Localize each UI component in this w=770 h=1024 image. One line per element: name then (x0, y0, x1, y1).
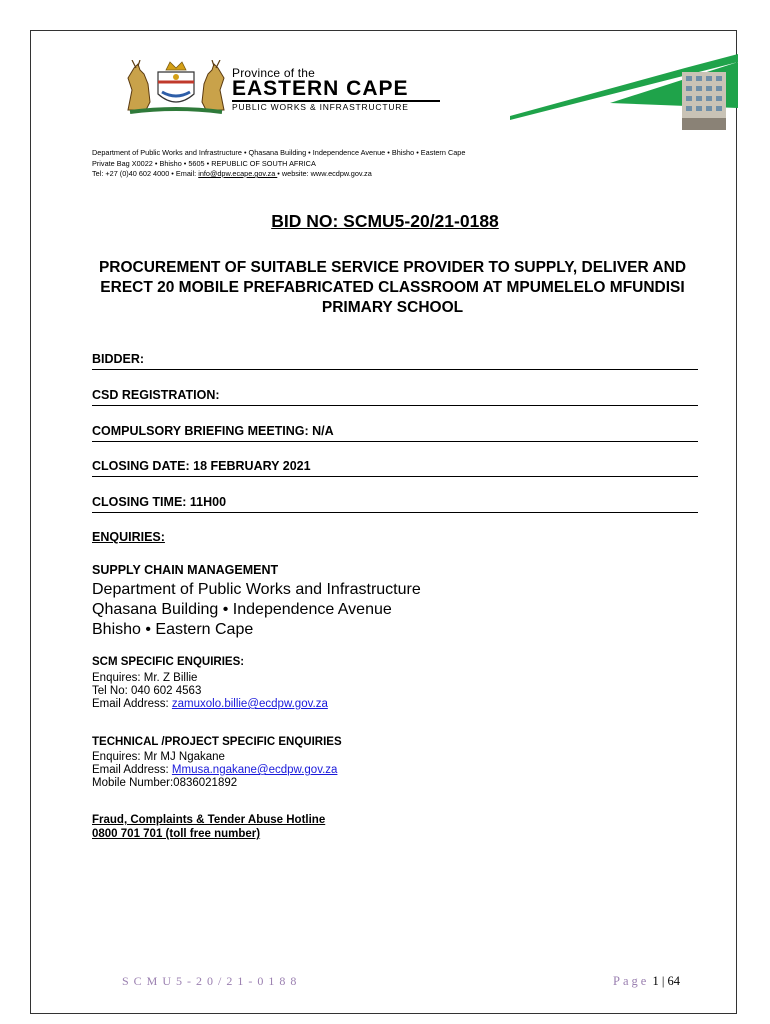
hotline-title: Fraud, Complaints & Tender Abuse Hotline (92, 814, 326, 826)
procurement-title: PROCUREMENT OF SUITABLE SERVICE PROVIDER TO SUPPLY, DELIVER AND ERECT 20 MOBILE PREFABRICATED CLASSROOM AT MPUMELELO MFUNDISI PRIMARY SCHOOL (98, 259, 687, 316)
technical-email-link[interactable]: Mmusa.ngakane@ecdpw.gov.za (171, 764, 338, 776)
scm-specific-details (92, 672, 328, 711)
email-label: Email Address: (92, 698, 172, 710)
scm-tel: Tel No: 040 602 4563 (92, 685, 202, 697)
scm-email-link[interactable]: zamuxolo.billie@ecdpw.gov.za (171, 698, 328, 710)
hotline-number: 0800 701 701 (toll free number) (92, 828, 261, 840)
department-address (92, 580, 421, 640)
page-label: Page (613, 974, 650, 988)
dept-line: Bhisho • Eastern Cape (92, 621, 254, 638)
building-banner-icon (510, 48, 738, 130)
footer-bid-reference: SCMU5-20/21-0188 (122, 974, 302, 988)
csd-registration-field: CSD REGISTRATION: (92, 388, 698, 406)
address-line-3 (92, 169, 465, 180)
info-email-link[interactable]: info@dpw.ecape.gov.za (198, 169, 278, 178)
briefing-meeting-field: COMPULSORY BRIEFING MEETING: N/A (92, 424, 698, 442)
page-total: 64 (667, 974, 680, 988)
province-name: EASTERN CAPE (232, 77, 409, 100)
technical-details (92, 751, 337, 790)
province-label: Province of the (232, 66, 316, 80)
scm-enquires: Enquires: Mr. Z Billie (92, 672, 198, 684)
technical-enquires: Enquires: Mr MJ Ngakane (92, 751, 225, 763)
technical-heading: TECHNICAL /PROJECT SPECIFIC ENQUIRIES (92, 736, 342, 748)
enquiries-heading: ENQUIRIES: (92, 530, 165, 544)
email-label: Email Address: (92, 764, 172, 776)
page-current: 1 (652, 974, 659, 988)
closing-time-field: CLOSING TIME: 11H00 (92, 495, 698, 513)
address-line-2: Private Bag X0022 • Bhisho • 5605 • REPUBLIC OF SOUTH AFRICA (92, 158, 316, 168)
closing-date-field: CLOSING DATE: 18 FEBRUARY 2021 (92, 459, 698, 477)
footer-page-number: Page 1 | 64 (613, 974, 680, 988)
dept-line: Qhasana Building • Independence Avenue (92, 601, 392, 618)
eastern-cape-logo (122, 60, 452, 116)
bidder-field: BIDDER: (92, 352, 698, 370)
technical-mobile: Mobile Number:0836021892 (92, 777, 238, 789)
tel-text: Tel: +27 (0)40 602 4000 • Email: (92, 169, 199, 178)
address-line-1: Department of Public Works and Infrastructure • Qhasana Building • Independence Avenue • Bhisho • Eastern Cape (92, 148, 466, 157)
scm-heading: SUPPLY CHAIN MANAGEMENT (92, 563, 279, 577)
website-text: • website: www.ecdpw.gov.za (277, 169, 372, 178)
bid-number-title: BID NO: SCMU5-20/21-0188 (271, 211, 499, 231)
technical-email-row (92, 764, 337, 777)
address-block (92, 148, 465, 180)
scm-specific-heading: SCM SPECIFIC ENQUIRIES: (92, 656, 245, 668)
dept-line: Department of Public Works and Infrastructure (92, 581, 421, 598)
coat-of-arms-icon (122, 60, 230, 116)
department-name: PUBLIC WORKS & INFRASTRUCTURE (232, 102, 409, 112)
hotline-block (92, 813, 325, 841)
scm-email-row (92, 698, 328, 711)
